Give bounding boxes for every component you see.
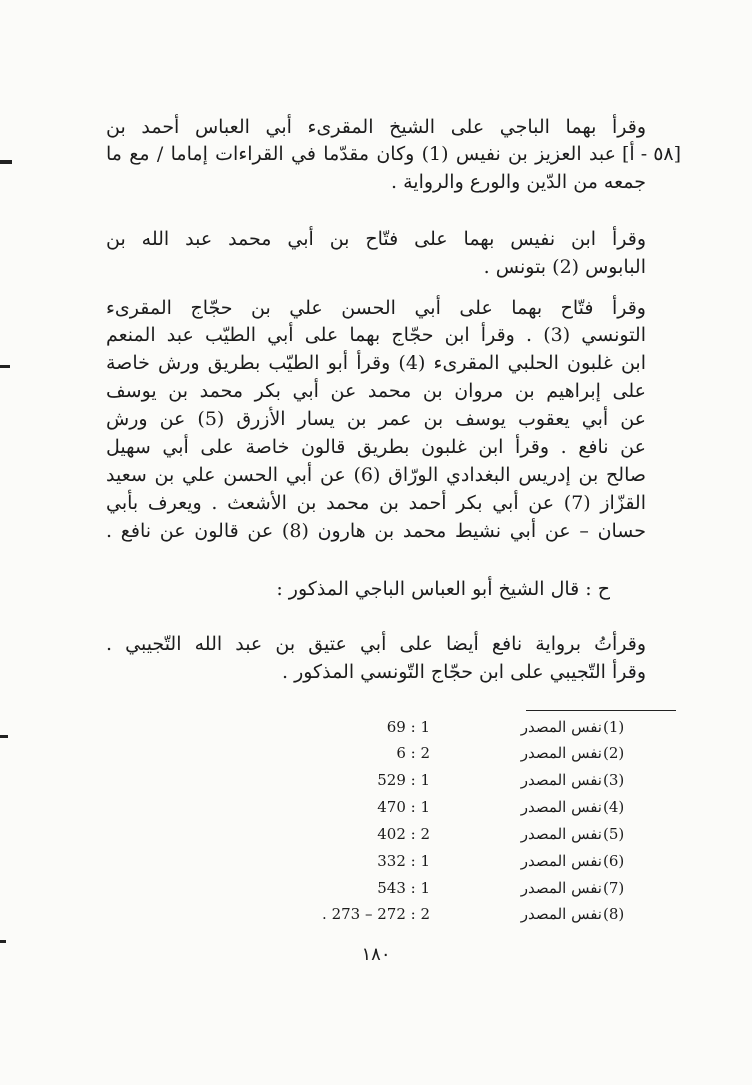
footnote-reference: 69 : 1 <box>386 718 430 736</box>
text-line: التونسي (3) . وقرأ ابن حجّاج بهما على أبي الطيّب عبد المنعم <box>106 324 646 346</box>
folio-marker: [٥٨ - أ] <box>622 143 682 165</box>
footnote-source: نفس المصدر <box>520 718 602 736</box>
text-line: وقرأ ابن نفيس بهما على فتّاح بن أبي محمد عبد الله بن <box>106 228 646 250</box>
footnote-reference: 470 : 1 <box>377 798 430 816</box>
text-line: حسان – عن أبي نشيط محمد بن هارون (8) عن قالون عن نافع . <box>106 520 646 542</box>
footnote-source: نفس المصدر <box>520 744 602 762</box>
footnote-reference: 6 : 2 <box>396 744 430 762</box>
text-line: على إبراهيم بن مروان بن محمد عن أبي بكر محمد بن يوسف <box>106 380 646 402</box>
footnote-number: (4) <box>603 798 625 816</box>
footnote-source: نفس المصدر <box>520 852 602 870</box>
footnote-number: (7) <box>603 879 625 897</box>
footnote-number: (6) <box>603 852 625 870</box>
footnote <box>0 794 752 820</box>
footnote-separator <box>526 710 676 711</box>
footnote-number: (8) <box>603 905 625 923</box>
text-line: جمعه من الدّين والورع والرواية . <box>391 171 646 193</box>
footnote-number: (5) <box>603 825 625 843</box>
text-line: وقرأ التّجيبي على ابن حجّاج التّونسي المذكور . <box>281 661 646 683</box>
text-line: صالح بن إدريس البغدادي الورّاق (6) عن أبي الحسن علي بن سعيد <box>106 464 646 486</box>
footnote <box>0 740 752 766</box>
footnote <box>0 875 752 901</box>
footnote <box>0 714 752 740</box>
text-line: ابن غلبون الحلبي المقرىء (4) وقرأ أبو الطيّب بطريق ورش خاصة <box>106 352 646 374</box>
footnote-reference: . 273 – 272 : 2 <box>322 905 430 923</box>
footnote-number: (1) <box>603 718 625 736</box>
text-line: وقرأ فتّاح بهما على أبي الحسن علي بن حجّاج المقرىء <box>106 297 646 319</box>
footnote <box>0 901 752 927</box>
footnote-source: نفس المصدر <box>520 905 602 923</box>
page-number: ١٨٠ <box>361 944 391 965</box>
footnote <box>0 848 752 874</box>
scan-edge-mark <box>0 940 6 943</box>
text-line: القزّاز (7) عن أبي بكر أحمد بن محمد بن الأشعث . ويعرف بأبي <box>106 492 646 514</box>
footnote-number: (2) <box>603 744 625 762</box>
footnote-number: (3) <box>603 771 625 789</box>
footnote-reference: 402 : 2 <box>377 825 430 843</box>
text-line: وقرأ بهما الباجي على الشيخ المقرىء أبي العباس أحمد بن <box>106 116 646 138</box>
footnote <box>0 821 752 847</box>
footnote-source: نفس المصدر <box>520 771 602 789</box>
scan-edge-mark <box>0 365 10 368</box>
scan-edge-mark <box>0 160 12 164</box>
text-line: ح : قال الشيخ أبو العباس الباجي المذكور : <box>276 578 610 600</box>
text-line: عبد العزيز بن نفيس (1) وكان مقدّما في القراءات إماما / مع ما <box>106 143 616 165</box>
footnote-reference: 332 : 1 <box>377 852 430 870</box>
footnote-source: نفس المصدر <box>520 798 602 816</box>
footnote-reference: 529 : 1 <box>377 771 430 789</box>
text-line: عن نافع . وقرأ ابن غلبون بطريق قالون خاصة على أبي سهيل <box>106 436 646 458</box>
text-line: وقرأتُ برواية نافع أيضا على أبي عتيق بن عبد الله التّجيبي . <box>106 633 646 655</box>
footnote-reference: 543 : 1 <box>377 879 430 897</box>
footnote-source: نفس المصدر <box>520 879 602 897</box>
footnote-source: نفس المصدر <box>520 825 602 843</box>
text-line: عن أبي يعقوب يوسف بن عمر بن يسار الأزرق (5) عن ورش <box>106 408 646 430</box>
text-line: البابوس (2) بتونس . <box>483 256 646 278</box>
footnote <box>0 767 752 793</box>
